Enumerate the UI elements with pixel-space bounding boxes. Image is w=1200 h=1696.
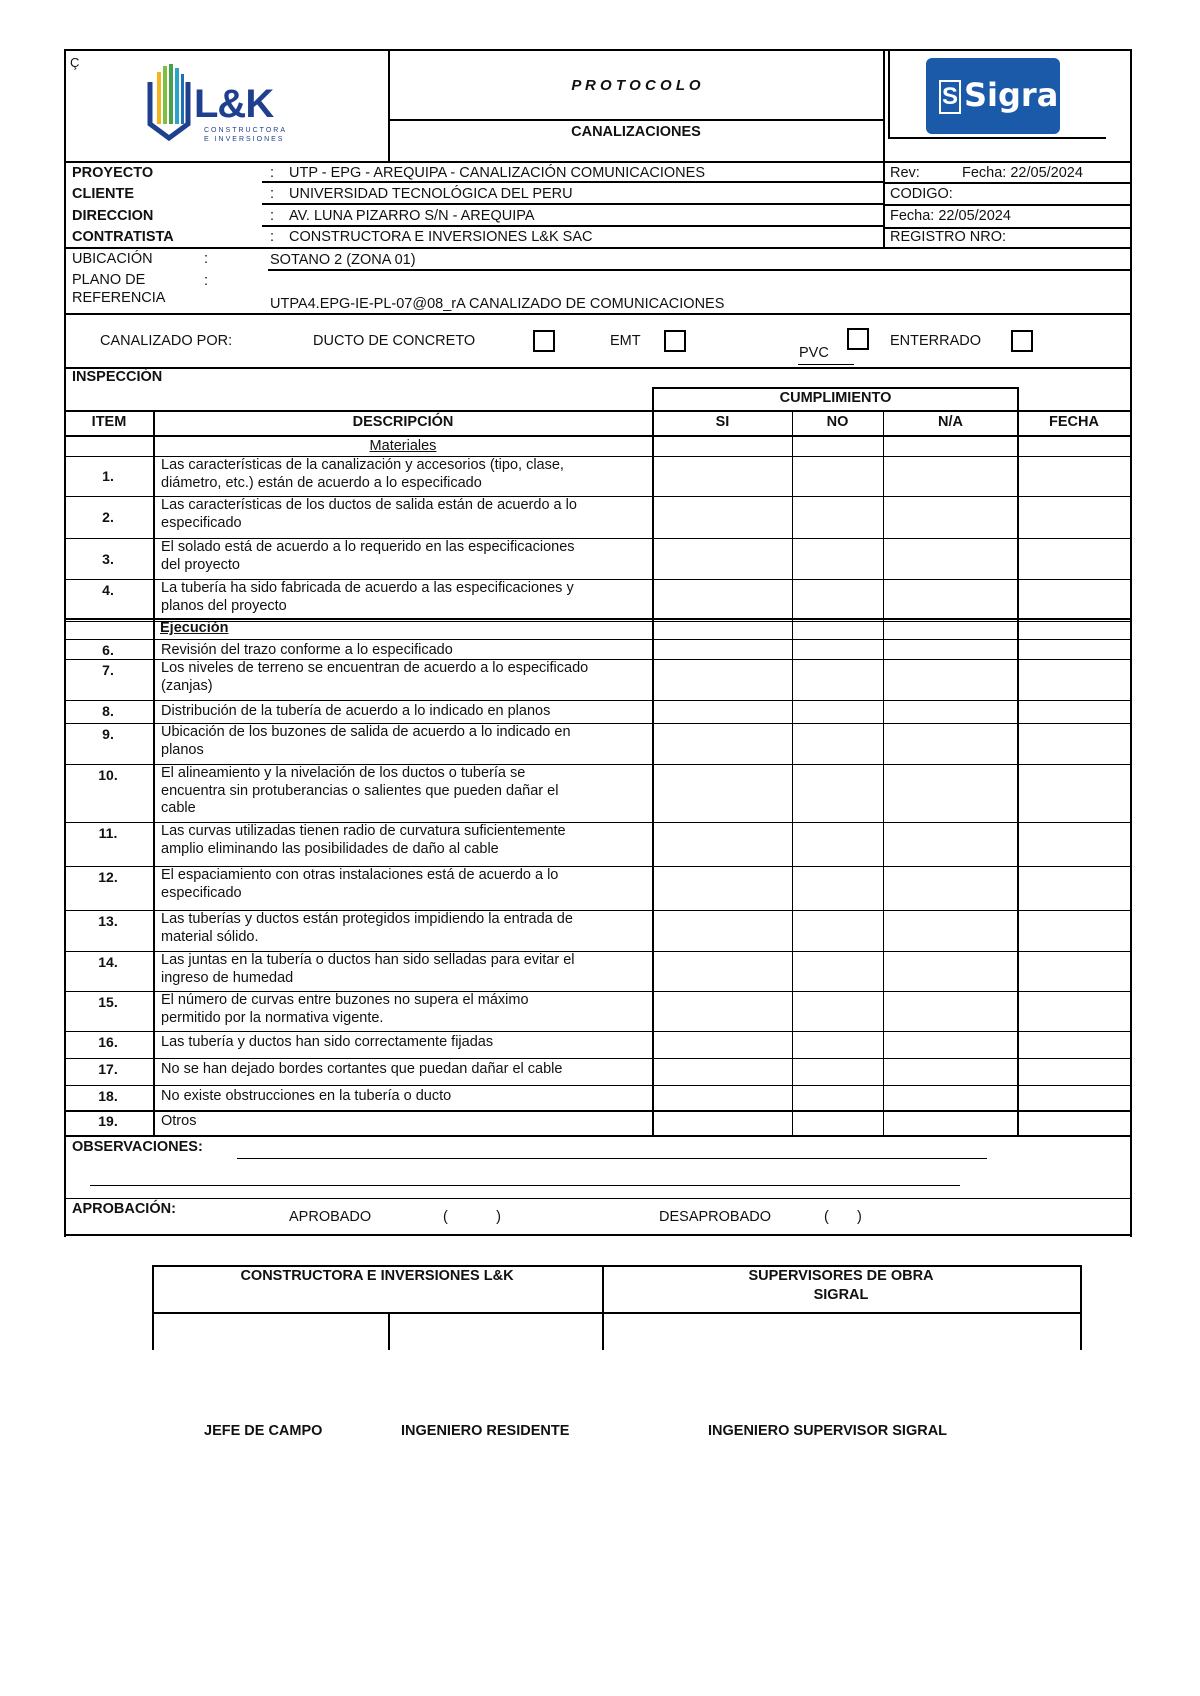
- row-cell-fecha[interactable]: [1019, 640, 1130, 658]
- option-emt-label: EMT: [610, 333, 641, 349]
- cliente-colon: :: [270, 186, 275, 202]
- row-description-line: Ubicación de los buzones de salida de acuerdo a lo indicado en: [161, 724, 571, 740]
- row-number: 16.: [98, 1034, 118, 1050]
- row-number: 14.: [98, 954, 118, 970]
- row-description-line: (zanjas): [161, 677, 213, 694]
- ducto-checkbox[interactable]: [533, 330, 555, 352]
- option-pvc-label: PVC: [799, 345, 829, 361]
- row-number: 19.: [98, 1113, 118, 1129]
- row-description: [161, 765, 651, 818]
- observaciones-line-1: [237, 1158, 987, 1159]
- fecha-header: FECHA: [1049, 414, 1099, 430]
- row-cell-no[interactable]: [793, 823, 883, 865]
- row-cell-no[interactable]: [793, 1032, 883, 1057]
- row-description-line: El solado está de acuerdo a lo requerido en las especificaciones: [161, 539, 575, 555]
- row-description: [161, 660, 651, 695]
- no-header: NO: [826, 414, 849, 430]
- row-cell-si[interactable]: [652, 457, 792, 495]
- row-number: 3.: [102, 551, 114, 567]
- si-header: SI: [715, 414, 730, 430]
- row-cell-na[interactable]: [884, 701, 1017, 722]
- row-number: 17.: [98, 1061, 118, 1077]
- row-number: 8.: [102, 703, 114, 719]
- row-description-line: Las tuberías y ductos están protegidos impidiendo la entrada de: [161, 911, 573, 927]
- contratista-label: CONTRATISTA: [72, 229, 174, 245]
- row-cell-no[interactable]: [793, 1059, 883, 1084]
- row-description: [161, 703, 651, 721]
- sigral-logo-brand: Sigral: [964, 76, 1070, 114]
- row-cell-si[interactable]: [652, 823, 792, 865]
- row-cell-na[interactable]: [884, 1086, 1017, 1109]
- row-cell-no[interactable]: [793, 1111, 883, 1134]
- sigral-mark-icon: S: [939, 80, 961, 114]
- observaciones-label: OBSERVACIONES:: [72, 1139, 203, 1155]
- cliente-value: UNIVERSIDAD TECNOLÓGICA DEL PERU: [289, 186, 573, 202]
- corner-mark: Ç: [70, 55, 80, 70]
- plano-label-1: PLANO DE: [72, 272, 146, 288]
- row-description-line: Otros: [161, 1113, 197, 1129]
- row-description: [161, 539, 651, 574]
- lk-logo: [146, 62, 306, 148]
- row-cell-na[interactable]: [884, 660, 1017, 699]
- row-cell-fecha[interactable]: [1019, 1032, 1130, 1057]
- proyecto-value: UTP - EPG - AREQUIPA - CANALIZACIÓN COMUNICACIONES: [289, 165, 705, 181]
- row-cell-na[interactable]: [884, 457, 1017, 495]
- row-description: [161, 724, 651, 759]
- row-description-line: Las tubería y ductos han sido correctamente fijadas: [161, 1034, 494, 1050]
- pvc-checkbox[interactable]: [847, 328, 869, 350]
- lk-logo-sub1: CONSTRUCTORA: [204, 127, 287, 134]
- row-cell-fecha[interactable]: [1019, 867, 1130, 909]
- plano-value: UTPA4.EPG-IE-PL-07@08_rA CANALIZADO DE COMUNICACIONES: [270, 296, 725, 312]
- row-description-line: El alineamiento y la nivelación de los ductos o tubería se: [161, 765, 526, 781]
- row-cell-si[interactable]: [652, 867, 792, 909]
- row-cell-no[interactable]: [793, 992, 883, 1030]
- row-cell-fecha[interactable]: [1019, 911, 1130, 950]
- row-description-line: No se han dejado bordes cortantes que puedan dañar el cable: [161, 1061, 563, 1077]
- row-number: 12.: [98, 869, 118, 885]
- row-cell-fecha[interactable]: [1019, 660, 1130, 699]
- row-cell-si[interactable]: [652, 911, 792, 950]
- row-cell-fecha[interactable]: [1019, 539, 1130, 578]
- row-description-line: del proyecto: [161, 556, 240, 573]
- row-number: 6.: [102, 642, 114, 658]
- item-header: ITEM: [91, 414, 127, 430]
- lk-logo-sub2: E INVERSIONES: [204, 136, 285, 143]
- section-materiales: Materiales: [369, 438, 437, 454]
- aprobacion-bottom-line: [64, 1234, 1132, 1236]
- direccion-colon: :: [270, 208, 275, 224]
- observaciones-line-2: [90, 1185, 960, 1186]
- row-cell-no[interactable]: [793, 1086, 883, 1109]
- row-cell-si[interactable]: [652, 640, 792, 658]
- row-description: [161, 642, 651, 660]
- page-subtitle: CANALIZACIONES: [571, 124, 701, 140]
- row-cell-no[interactable]: [793, 911, 883, 950]
- aprobado-paren: ( ): [443, 1209, 501, 1225]
- row-cell-no[interactable]: [793, 640, 883, 658]
- ubicacion-colon: :: [204, 251, 209, 267]
- signature-sigral-header-1: SUPERVISORES DE OBRA: [748, 1268, 934, 1284]
- row-description-line: diámetro, etc.) están de acuerdo a lo especificado: [161, 474, 482, 491]
- divider: [64, 367, 1132, 369]
- row-description-line: Las características de la canalización y accesorios (tipo, clase,: [161, 457, 564, 473]
- signature-jefe-campo: JEFE DE CAMPO: [204, 1423, 323, 1439]
- cumplimiento-header: CUMPLIMIENTO: [779, 390, 892, 406]
- row-description-line: Distribución de la tubería de acuerdo a lo indicado en planos: [161, 703, 551, 719]
- row-description: [161, 911, 651, 946]
- row-description-line: encuentra sin protuberancias o salientes que pueden dañar el: [161, 782, 559, 799]
- row-number: 1.: [102, 468, 114, 484]
- row-number: 7.: [102, 662, 114, 678]
- pvc-underline: [798, 364, 854, 365]
- row-description: [161, 952, 651, 987]
- row-cell-fecha[interactable]: [1019, 765, 1130, 821]
- page-title: P R O T O C O L O: [571, 77, 701, 94]
- row-cell-si[interactable]: [652, 660, 792, 699]
- row-cell-si[interactable]: [652, 992, 792, 1030]
- row-number: 18.: [98, 1088, 118, 1104]
- desaprobado-paren: ( ): [824, 1209, 862, 1225]
- row-description-line: especificado: [161, 884, 242, 901]
- row-description: [161, 1061, 651, 1079]
- signature-ingeniero-residente: INGENIERO RESIDENTE: [401, 1423, 570, 1439]
- row-number: 15.: [98, 994, 118, 1010]
- row-cell-si[interactable]: [652, 1059, 792, 1084]
- row-cell-na[interactable]: [884, 952, 1017, 990]
- row-cell-na[interactable]: [884, 823, 1017, 865]
- desaprobado-option[interactable]: DESAPROBADO: [659, 1209, 771, 1225]
- row-description-line: El número de curvas entre buzones no supera el máximo: [161, 992, 529, 1008]
- row-cell-na[interactable]: [884, 580, 1017, 617]
- row-description-line: Las curvas utilizadas tienen radio de curvatura suficientemente: [161, 823, 566, 839]
- row-description-line: permitido por la normativa vigente.: [161, 1009, 384, 1026]
- aprobacion-label: APROBACIÓN:: [72, 1201, 176, 1217]
- row-cell-no[interactable]: [793, 457, 883, 495]
- lk-logo-brand: L&K: [194, 82, 274, 126]
- row-cell-na[interactable]: [884, 911, 1017, 950]
- row-cell-no[interactable]: [793, 580, 883, 617]
- row-description-line: amplio eliminando las posibilidades de daño al cable: [161, 840, 499, 857]
- row-cell-si[interactable]: [652, 497, 792, 537]
- contratista-colon: :: [270, 229, 275, 245]
- row-description: [161, 1034, 651, 1052]
- ubicacion-value: SOTANO 2 (ZONA 01): [270, 252, 416, 268]
- row-number: 4.: [102, 582, 114, 598]
- proyecto-label: PROYECTO: [72, 165, 154, 181]
- row-cell-na[interactable]: [884, 1032, 1017, 1057]
- row-description-line: ingreso de humedad: [161, 969, 294, 986]
- option-ducto-label: DUCTO DE CONCRETO: [313, 333, 476, 349]
- row-cell-na[interactable]: [884, 539, 1017, 578]
- row-description-line: planos: [161, 741, 204, 758]
- cliente-label: CLIENTE: [72, 186, 135, 202]
- rev-date: Fecha: 22/05/2024: [962, 165, 1083, 181]
- row-cell-fecha[interactable]: [1019, 497, 1130, 537]
- row-description: [161, 867, 651, 902]
- row-description: [161, 457, 651, 492]
- proyecto-colon: :: [270, 165, 275, 181]
- row-cell-no[interactable]: [793, 867, 883, 909]
- row-description-line: Las características de los ductos de salida están de acuerdo a lo: [161, 497, 577, 513]
- row-number: 9.: [102, 726, 114, 742]
- row-cell-no[interactable]: [793, 701, 883, 722]
- row-cell-fecha[interactable]: [1019, 457, 1130, 495]
- row-cell-no[interactable]: [793, 952, 883, 990]
- row-cell-si[interactable]: [652, 1032, 792, 1057]
- row-cell-fecha[interactable]: [1019, 580, 1130, 617]
- row-cell-fecha[interactable]: [1019, 1086, 1130, 1109]
- signature-sigral-header-2: SIGRAL: [813, 1287, 869, 1303]
- row-cell-na[interactable]: [884, 867, 1017, 909]
- row-cell-na[interactable]: [884, 992, 1017, 1030]
- sigral-logo: [926, 58, 1070, 134]
- row-cell-fecha[interactable]: [1019, 823, 1130, 865]
- enterrado-checkbox[interactable]: [1011, 330, 1033, 352]
- row-description-line: cable: [161, 800, 196, 816]
- row-description: [161, 1113, 651, 1131]
- plano-colon: :: [204, 273, 209, 289]
- row-description: [161, 992, 651, 1027]
- row-description: [161, 580, 651, 615]
- row-cell-na[interactable]: [884, 497, 1017, 537]
- row-description: [161, 1088, 651, 1106]
- direccion-label: DIRECCION: [72, 208, 154, 224]
- row-cell-no[interactable]: [793, 497, 883, 537]
- row-number: 13.: [98, 913, 118, 929]
- row-description-line: No existe obstrucciones en la tubería o ducto: [161, 1088, 452, 1104]
- row-cell-no[interactable]: [793, 724, 883, 763]
- row-cell-na[interactable]: [884, 724, 1017, 763]
- row-cell-fecha[interactable]: [1019, 992, 1130, 1030]
- direccion-value: AV. LUNA PIZARRO S/N - AREQUIPA: [289, 208, 535, 224]
- signature-ingeniero-supervisor: INGENIERO SUPERVISOR SIGRAL: [708, 1423, 948, 1439]
- row-description-line: Los niveles de terreno se encuentran de acuerdo a lo especificado: [161, 660, 589, 676]
- row-cell-fecha[interactable]: [1019, 1059, 1130, 1084]
- row-cell-si[interactable]: [652, 765, 792, 821]
- aprobado-option[interactable]: APROBADO: [289, 1209, 372, 1225]
- row-cell-si[interactable]: [652, 952, 792, 990]
- registro-label: REGISTRO NRO:: [890, 229, 1007, 245]
- ubicacion-label: UBICACIÓN: [72, 251, 153, 267]
- row-description-line: planos del proyecto: [161, 597, 287, 614]
- row-cell-na[interactable]: [884, 640, 1017, 658]
- descripcion-header: DESCRIPCIÓN: [352, 414, 454, 430]
- signature-lk-header: CONSTRUCTORA E INVERSIONES L&K: [240, 1268, 514, 1284]
- canalizado-label: CANALIZADO POR:: [100, 333, 233, 349]
- row-description-line: Las juntas en la tubería o ductos han sido selladas para evitar el: [161, 952, 575, 968]
- rev-label: Rev:: [890, 165, 920, 181]
- row-cell-si[interactable]: [652, 724, 792, 763]
- row-number: 10.: [98, 767, 118, 783]
- row-number: 2.: [102, 509, 114, 525]
- option-enterrado-label: ENTERRADO: [890, 333, 982, 349]
- na-header: N/A: [938, 414, 963, 430]
- row-cell-no[interactable]: [793, 765, 883, 821]
- row-cell-fecha[interactable]: [1019, 724, 1130, 763]
- row-cell-si[interactable]: [652, 701, 792, 722]
- emt-checkbox[interactable]: [664, 330, 686, 352]
- row-number: 11.: [98, 825, 118, 841]
- row-description-line: especificado: [161, 514, 242, 531]
- row-cell-na[interactable]: [884, 765, 1017, 821]
- row-description-line: La tubería ha sido fabricada de acuerdo a las especificaciones y: [161, 580, 574, 596]
- row-description-line: Revisión del trazo conforme a lo especificado: [161, 642, 453, 658]
- row-cell-no[interactable]: [793, 660, 883, 699]
- plano-label-2: REFERENCIA: [72, 290, 166, 306]
- row-cell-na[interactable]: [884, 1111, 1017, 1134]
- row-description: [161, 497, 651, 532]
- row-cell-si[interactable]: [652, 1111, 792, 1134]
- row-cell-fecha[interactable]: [1019, 701, 1130, 722]
- row-description-line: El espaciamiento con otras instalaciones está de acuerdo a lo: [161, 867, 559, 883]
- row-cell-fecha[interactable]: [1019, 1111, 1130, 1134]
- row-cell-fecha[interactable]: [1019, 952, 1130, 990]
- codigo-label: CODIGO:: [890, 186, 953, 202]
- section-ejecucion: Ejecución: [160, 620, 229, 636]
- row-cell-si[interactable]: [652, 539, 792, 578]
- row-cell-no[interactable]: [793, 539, 883, 578]
- row-cell-si[interactable]: [652, 580, 792, 617]
- contratista-value: CONSTRUCTORA E INVERSIONES L&K SAC: [289, 229, 593, 245]
- fecha-label: Fecha: 22/05/2024: [890, 208, 1011, 224]
- row-description: [161, 823, 651, 858]
- aprobacion-top-line: [64, 1198, 1132, 1199]
- row-cell-na[interactable]: [884, 1059, 1017, 1084]
- row-description-line: material sólido.: [161, 928, 259, 945]
- row-cell-si[interactable]: [652, 1086, 792, 1109]
- inspeccion-label: INSPECCIÓN: [72, 369, 163, 385]
